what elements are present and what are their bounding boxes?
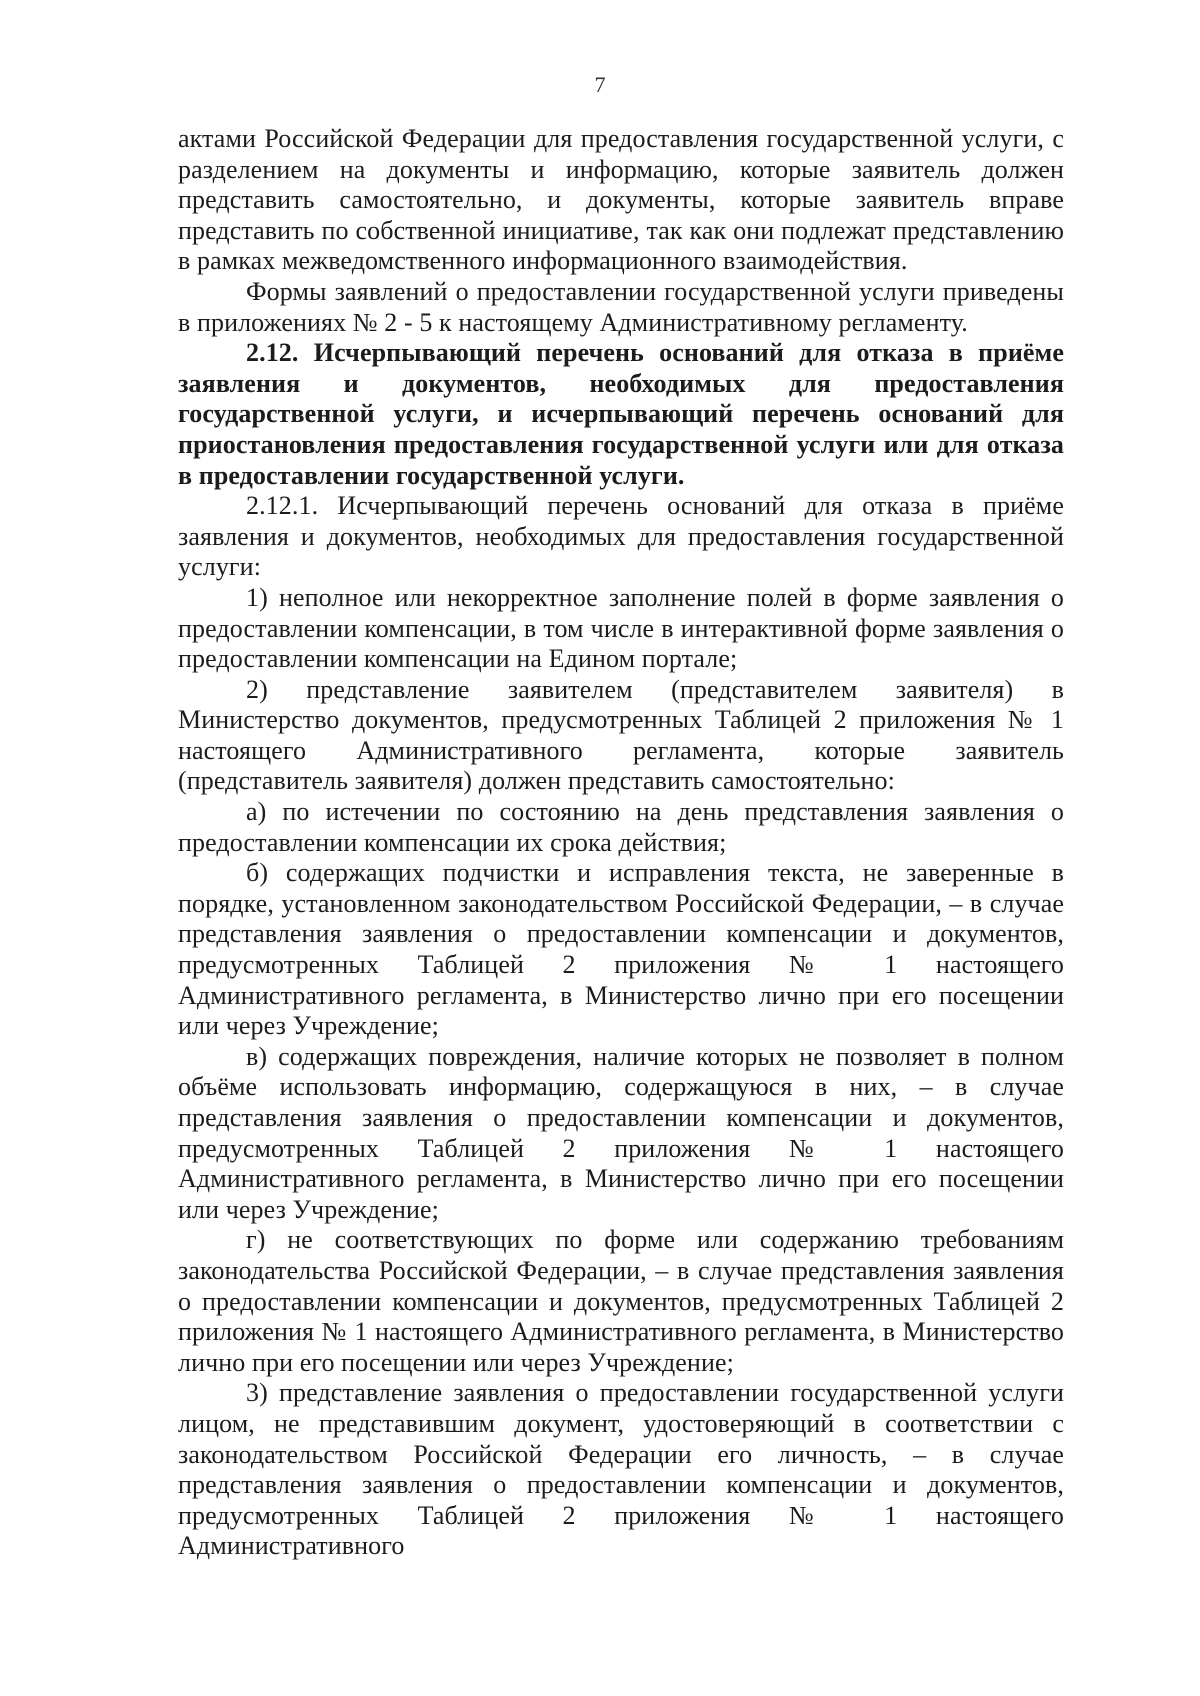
paragraph-2-12-1: 2.12.1. Исчерпывающий перечень оснований для отказа в приёме заявления и документов, необходимых для предоставления государственной услуги: bbox=[178, 491, 1064, 582]
list-item-1: 1) неполное или некорректное заполнение полей в форме заявления о предоставлении компенсации, в том числе в интерактивной форме заявления о предоставлении компенсации на Едином портале; bbox=[178, 582, 1064, 674]
list-item-2: 2) представление заявителем (представителем заявителя) в Министерство документов, предусмотренных Таблицей 2 приложения № 1 настоящего Административного регламента, которые заявитель (представитель заявителя) должен представить самостоятельно: bbox=[178, 674, 1064, 796]
section-heading-2-12: 2.12. Исчерпывающий перечень оснований для отказа в приёме заявления и документов, необходимых для предоставления государственной услуги, и исчерпывающий перечень оснований для приостановления предоставления государственной услуги или для отказа в предоставлении государственной услуги. bbox=[178, 338, 1064, 490]
paragraph-continuation: актами Российской Федерации для предоставления государственной услуги, с разделением на документы и информацию, которые заявитель должен представить самостоятельно, и документы, которые заявитель вправе представить по собственной инициативе, так как они подлежат представлению в рамках межведомственного информационного взаимодействия. bbox=[178, 124, 1064, 276]
list-item-3: 3) представление заявления о предоставлении государственной услуги лицом, не представившим документ, удостоверяющий в соответствии с законодательством Российской Федерации его личность, – в случае представления заявления о предоставлении компенсации и документов, предусмотренных Таблицей 2 приложения № 1 настоящего Административного bbox=[178, 1378, 1064, 1561]
paragraph-forms: Формы заявлений о предоставлении государственной услуги приведены в приложениях № 2 - 5 к настоящему Административному регламенту. bbox=[178, 276, 1064, 337]
list-item-2-b: б) содержащих подчистки и исправления текста, не заверенные в порядке, установленном законодательством Российской Федерации, – в случае представления заявления о предоставлении компенсации и документов, предусмотренных Таблицей 2 приложения № 1 настоящего Административного регламента, в Министерство лично при его посещении или через Учреждение; bbox=[178, 858, 1064, 1041]
list-item-2-a: а) по истечении по состоянию на день представления заявления о предоставлении компенсации их срока действия; bbox=[178, 797, 1064, 857]
list-item-2-g: г) не соответствующих по форме или содержанию требованиям законодательства Российской Федерации, – в случае представления заявления о предоставлении компенсации и документов, предусмотренных Таблицей 2 приложения № 1 настоящего Административного регламента, в Министерство лично при его посещении или через Учреждение; bbox=[178, 1225, 1064, 1377]
page-number: 7 bbox=[594, 72, 606, 97]
list-item-2-v: в) содержащих повреждения, наличие которых не позволяет в полном объёме использовать информацию, содержащуюся в них, – в случае представления заявления о предоставлении компенсации и документов, предусмотренных Таблицей 2 приложения № 1 настоящего Административного регламента, в Министерство лично при его посещении или через Учреждение; bbox=[178, 1041, 1064, 1224]
document-body bbox=[178, 124, 1064, 1562]
